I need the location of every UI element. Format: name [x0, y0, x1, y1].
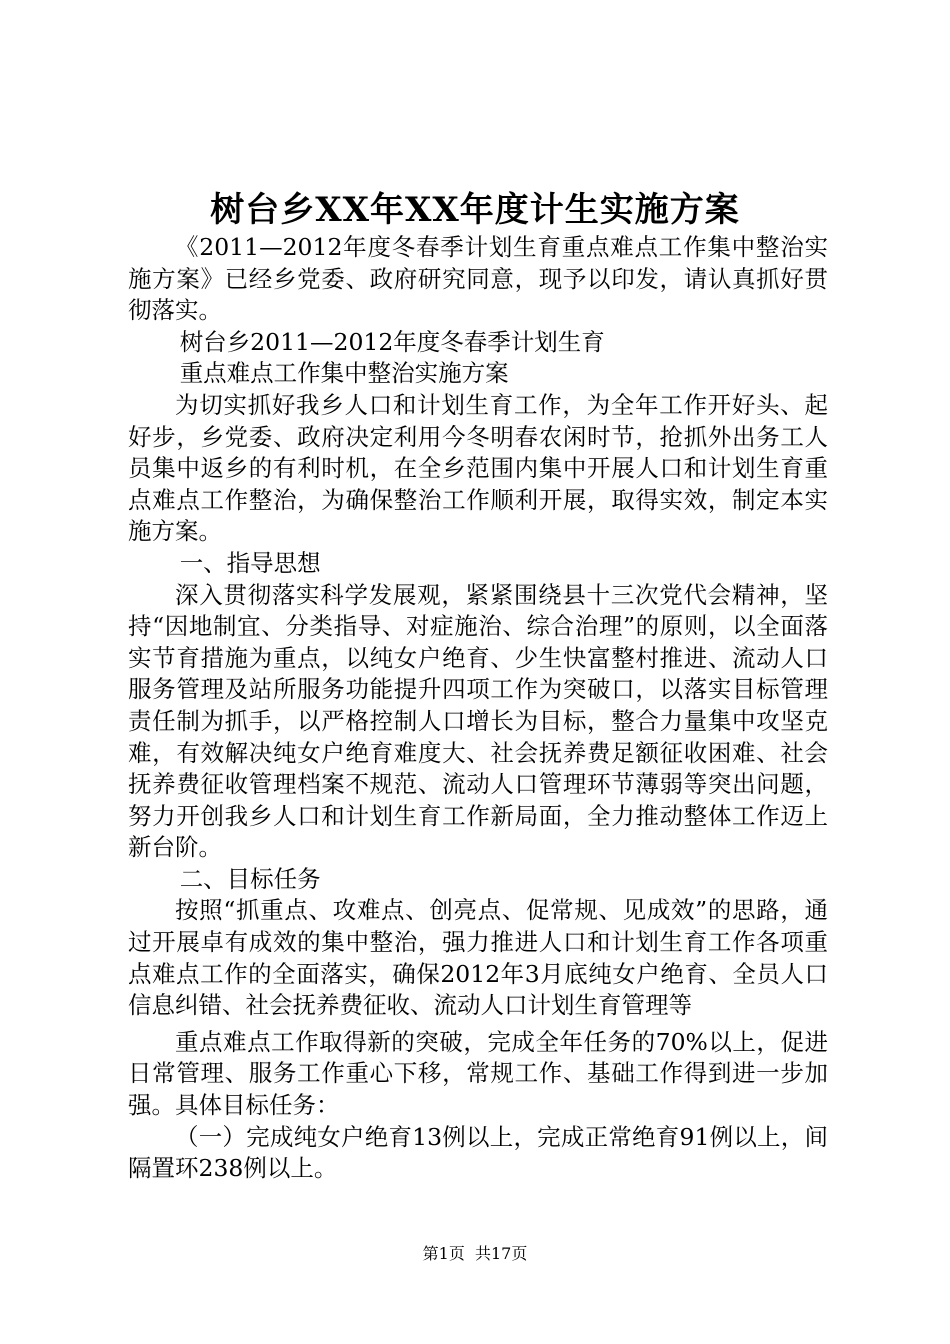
section-heading-goals: 二、目标任务 — [179, 864, 321, 893]
intro-paragraph: 《2011—2012年度冬春季计划生育重点难点工作集中整治实施方案》已经乡党委、政府研究同意，现予以印发，请认真抓好贯彻落实。 — [128, 233, 828, 325]
goals-paragraph: 按照“抓重点、攻难点、创亮点、促常规、见成效”的思路，通过开展卓有成效的集中整治，强力推进人口和计划生育工作各项重点难点工作的全面落实，确保2012年3月底纯女户绝育、全员人口信息纠错、社会抚养费征收、流动人口计划生育管理等 — [128, 896, 828, 1020]
section-heading-guiding-thought: 一、指导思想 — [179, 548, 321, 577]
document-title: 树台乡XX年XX年度计生实施方案 — [210, 190, 740, 230]
purpose-paragraph: 为切实抓好我乡人口和计划生育工作，为全年工作开好头、起好步，乡党委、政府决定利用今冬明春农闲时节，抢抓外出务工人员集中返乡的有利时机，在全乡范围内集中开展人口和计划生育重点难点工作整治，为确保整治工作顺利开展，取得实效，制定本实施方案。 — [128, 390, 828, 546]
goal-item-1: （一）完成纯女户绝育13例以上，完成正常绝育91例以上，间隔置环238例以上。 — [128, 1122, 828, 1183]
document-body — [128, 232, 828, 1185]
subtitle-line-2: 重点难点工作集中整治实施方案 — [179, 359, 509, 388]
page-footer: 第1页 共17页 — [422, 1244, 528, 1263]
guiding-thought-paragraph: 深入贯彻落实科学发展观，紧紧围绕县十三次党代会精神，坚持“因地制宜、分类指导、对症施治、综合治理”的原则，以全面落实节育措施为重点，以纯女户绝育、少生快富整村推进、流动人口服务管理及站所服务功能提升四项工作为突破口，以落实目标管理责任制为抓手，以严格控制人口增长为目标，整合力量集中攻坚克难，有效解决纯女户绝育难度大、社会抚养费足额征收困难、社会抚养费征收管理档案不规范、流动人口管理环节薄弱等突出问题，努力开创我乡人口和计划生育工作新局面，全力推动整体工作迈上新台阶。 — [128, 580, 828, 862]
subtitle-line-1: 树台乡2011—2012年度冬春季计划生育 — [179, 327, 605, 356]
goals-continued-paragraph: 重点难点工作取得新的突破，完成全年任务的70%以上，促进日常管理、服务工作重心下移，常规工作、基础工作得到进一步加强。具体目标任务： — [128, 1027, 828, 1120]
